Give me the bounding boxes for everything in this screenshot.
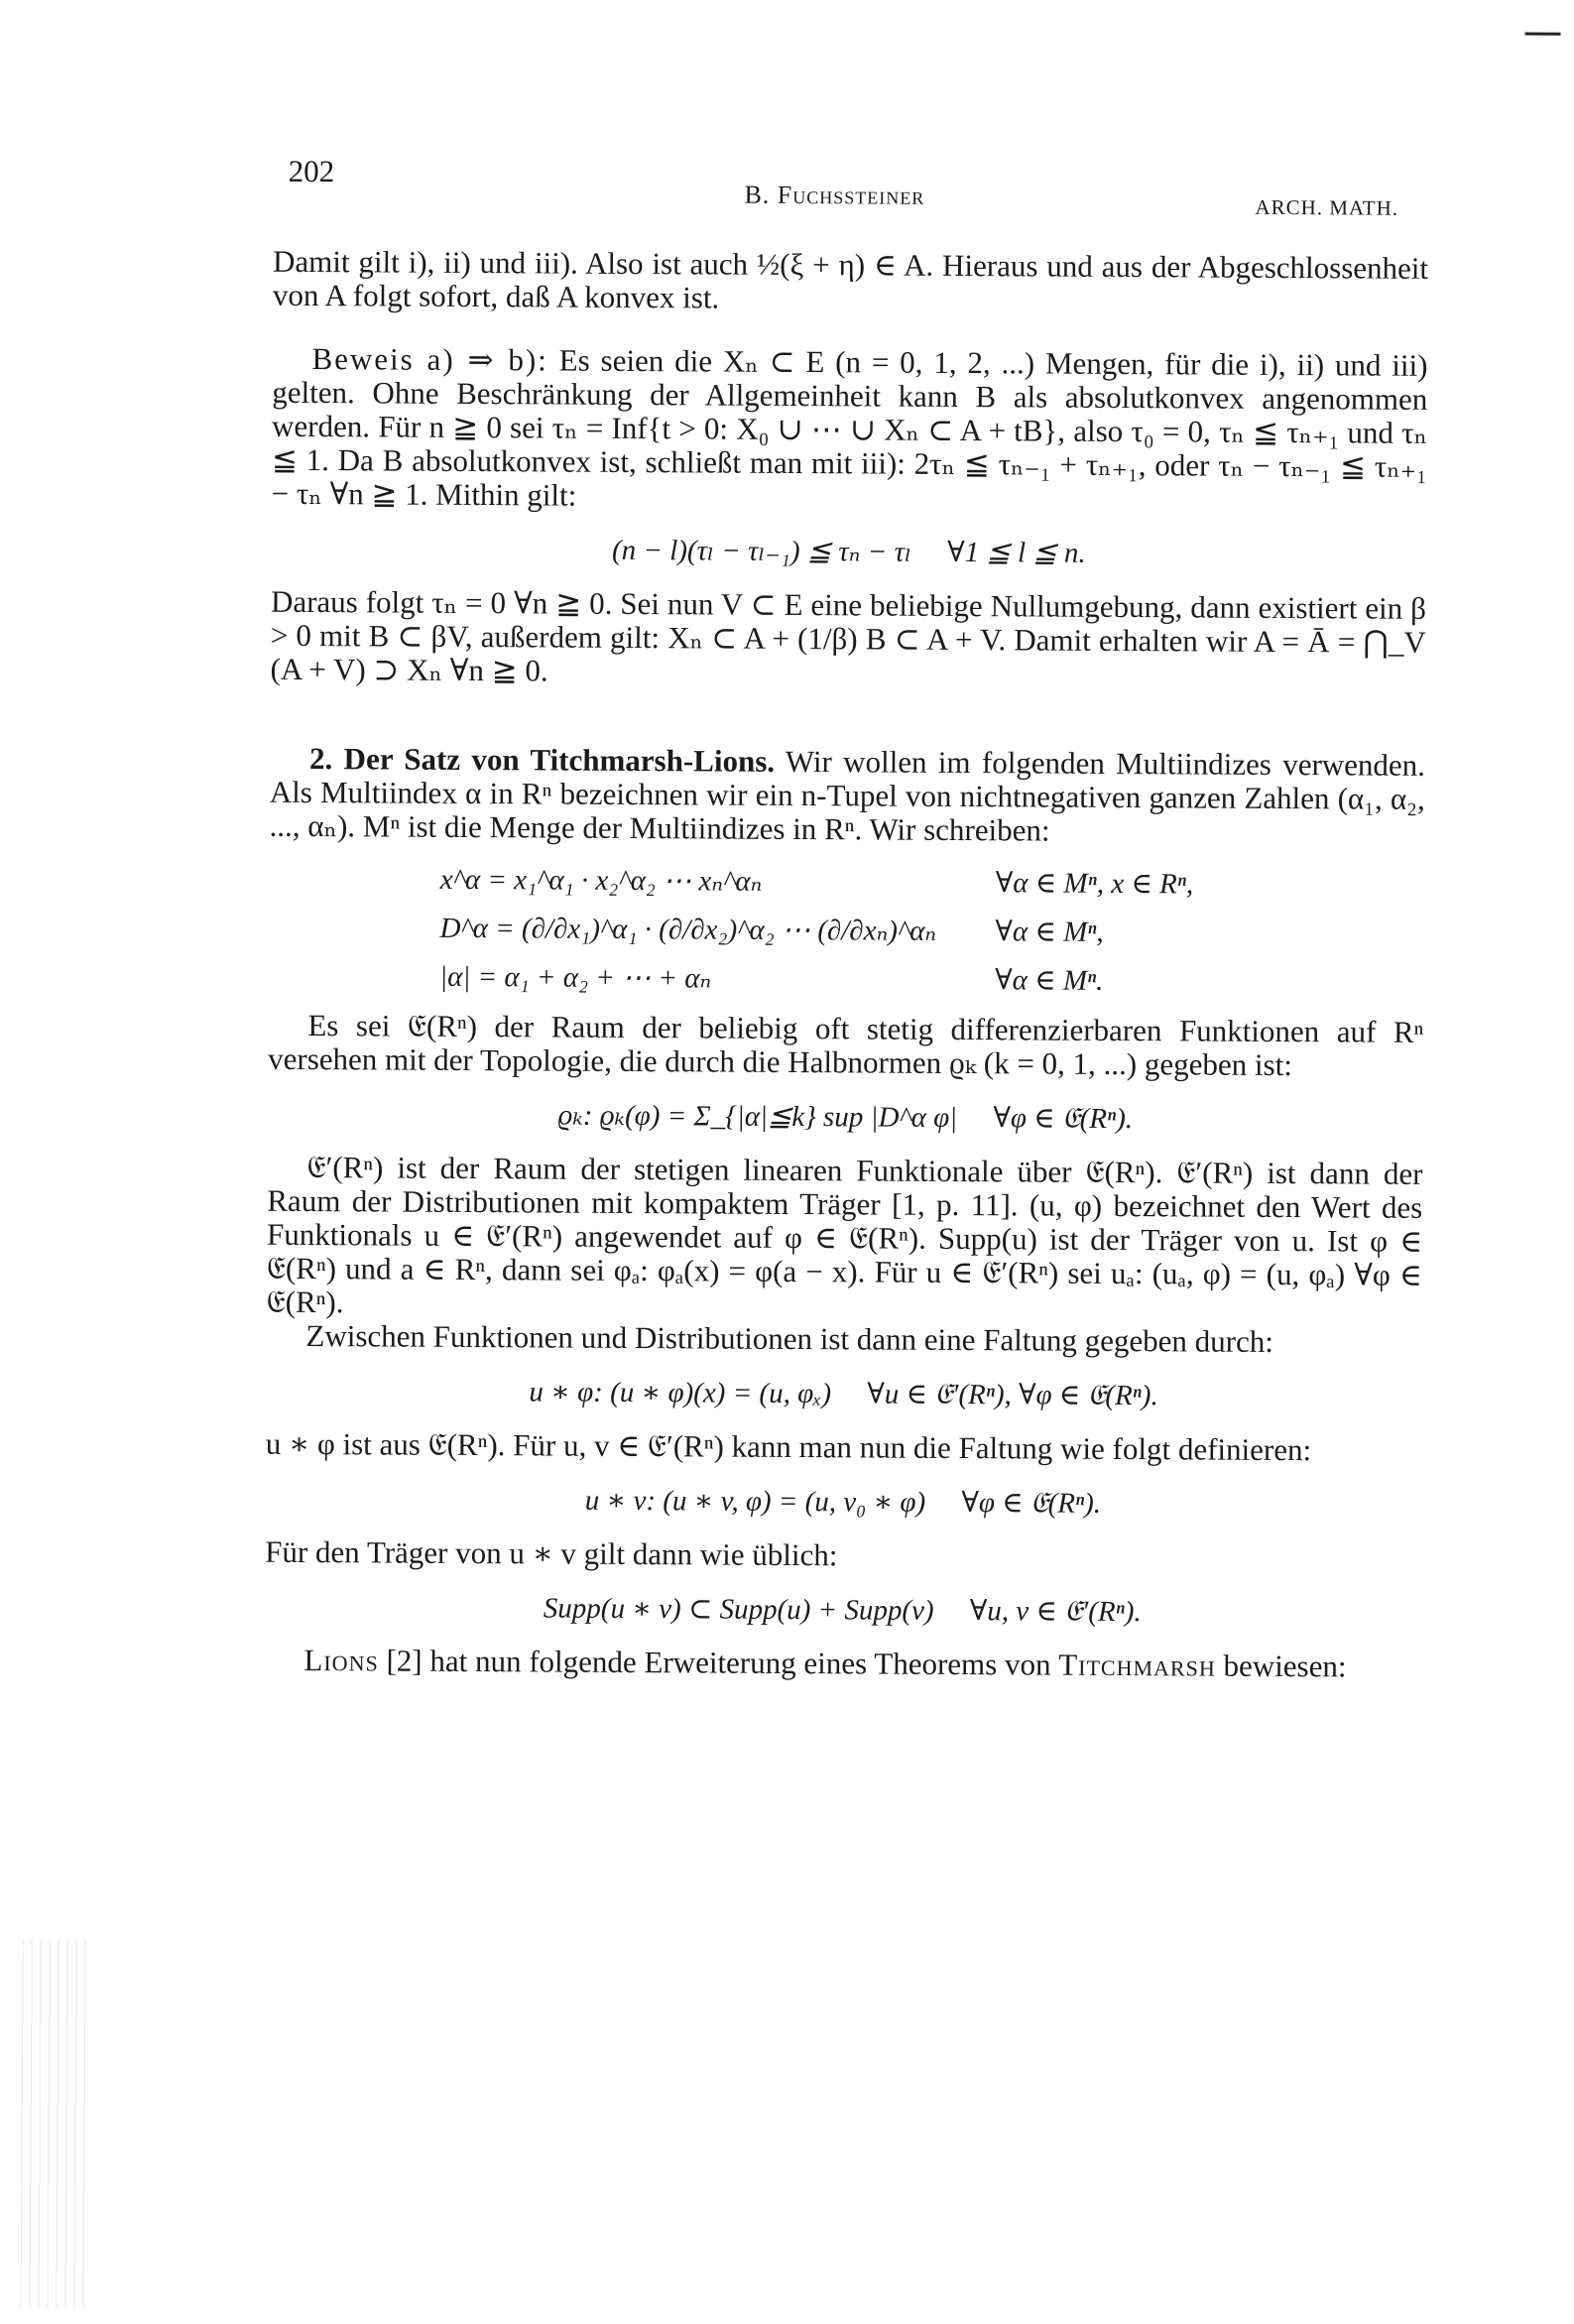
def-rhs: ∀α ∈ Mⁿ, x ∈ Rⁿ, — [995, 867, 1194, 901]
journal-name: ARCH. MATH. — [1255, 194, 1399, 220]
def-rhs: ∀α ∈ Mⁿ. — [995, 964, 1104, 997]
proof-label: Beweis a) ⇒ b): — [311, 341, 548, 378]
formula-seminorms: ϱₖ: ϱₖ(φ) = Σ_{|α|≦k} sup |D^α φ| ∀φ ∈ 𝔈(Rⁿ). — [557, 1099, 1134, 1136]
multiindex-definitions — [269, 861, 1425, 1000]
formula-inequality: (n − l)(τₗ − τₗ₋₁) ≦ τₙ − τₗ ∀1 ≦ l ≦ n. — [611, 534, 1086, 569]
def-lhs: x^α = x₁^α₁ · x₂^α₂ ⋯ xₙ^αₙ — [439, 863, 763, 898]
paragraph-10-text: [2] hat nun folgende Erweiterung eines Theorems von — [386, 1643, 1051, 1682]
paragraph-1: Damit gilt i), ii) und iii). Also ist auch ½(ξ + η) ∈ A. Hieraus und aus der Abgeschlossenheit von A folgt sofort, daß A konvex ist. — [272, 243, 1429, 315]
cited-author-lions: Lions — [303, 1642, 379, 1678]
paragraph-proof — [272, 342, 1428, 518]
paragraph-10-end: bewiesen: — [1223, 1648, 1347, 1684]
def-lhs: D^α = (∂/∂x₁)^α₁ · (∂/∂x₂)^α₂ ⋯ (∂/∂xₙ)^αₙ — [439, 912, 937, 947]
paragraph-section-2 — [270, 742, 1426, 850]
scan-edge-mark — [1525, 32, 1561, 35]
section-intro: Wir wollen im folgenden Multiindizes verwenden. Als Multiindex α in Rⁿ bezeichnen wir ein n-Tupel von nichtnegativen ganzen Zahlen (α₁, α₂, ..., αₙ). Mⁿ ist die Menge der Multiindizes in Rⁿ. Wir schreiben: — [269, 743, 1426, 848]
paragraph-6: 𝔈′(Rⁿ) ist der Raum der stetigen linearen Funktionale über 𝔈(Rⁿ). 𝔈′(Rⁿ) ist dann der Raum der Distributionen mit kompaktem Träger [1, p. 11]. (u, φ) bezeichnet den Wert des Funktionals u ∈ 𝔈′(Rⁿ) angewendet auf φ ∈ 𝔈(Rⁿ). Supp(u) ist der Träger von u. Ist φ ∈ 𝔈(Rⁿ) und a ∈ Rⁿ, dann sei φₐ: φₐ(x) = φ(a − x). Für u ∈ 𝔈′(Rⁿ) sei uₐ: (uₐ, φ) = (u, φₐ) ∀φ ∈ 𝔈(Rⁿ). — [266, 1150, 1423, 1320]
paragraph-8: u ∗ φ ist aus 𝔈(Rⁿ). Für u, v ∈ 𝔈′(Rⁿ) kann man nun die Faltung wie folgt definieren: — [265, 1425, 1312, 1468]
cited-author-titchmarsh: Titchmarsh — [1058, 1647, 1216, 1683]
page-number: 202 — [288, 153, 335, 189]
def-lhs: |α| = α₁ + α₂ + ⋯ + αₙ — [439, 960, 712, 995]
section-title: 2. Der Satz von Titchmarsh-Lions. — [308, 741, 776, 779]
page-body — [264, 245, 1428, 1684]
formula-convolution-distribution: u ∗ v: (u ∗ v, φ) = (u, v₀ ∗ φ) ∀φ ∈ 𝔈(Rⁿ). — [584, 1484, 1102, 1520]
def-rhs: ∀α ∈ Mⁿ, — [995, 916, 1104, 948]
proof-text: Es seien die Xₙ ⊂ E (n = 0, 1, 2, ...) Mengen, für die i), ii) und iii) gelten. Ohne Beschränkung der Allgemeinheit kann B als absolutkonvex angenommen werden. Für n ≧ 0 sei τₙ = Inf{t > 0: X₀ ∪ ⋯ ∪ Xₙ ⊂ A + tB}, also τ₀ = 0, τₙ ≦ τₙ₊₁ und τₙ ≦ 1. Da B absolutkonvex ist, schließt man mit iii): 2τₙ ≦ τₙ₋₁ + τₙ₊₁, oder τₙ − τₙ₋₁ ≦ τₙ₊₁ − τₙ ∀n ≧ 1. Mithin gilt: — [271, 342, 1428, 513]
formula-support: Supp(u ∗ v) ⊂ Supp(u) + Supp(v) ∀u, v ∈ 𝔈′(Rⁿ). — [543, 1592, 1142, 1629]
paragraph-9: Für den Träger von u ∗ v gilt dann wie üblich: — [265, 1533, 838, 1573]
formula-convolution-function: u ∗ φ: (u ∗ φ)(x) = (u, φₓ) ∀u ∈ 𝔈′(Rⁿ), ∀φ ∈ 𝔈(Rⁿ). — [529, 1376, 1158, 1412]
paragraph-5: Es sei 𝔈(Rⁿ) der Raum der beliebig oft stetig differenzierbaren Funktionen auf Rⁿ versehen mit der Topologie, die durch die Halbnormen ϱₖ (k = 0, 1, ...) gegeben ist: — [268, 1008, 1424, 1083]
running-header — [5, 152, 1574, 221]
scan-margin-noise — [21, 1939, 92, 2306]
paragraph-10 — [264, 1644, 1419, 1684]
paragraph-7: Zwischen Funktionen und Distributionen ist dann eine Faltung gegeben durch: — [305, 1318, 1274, 1359]
paragraph-3: Daraus folgt τₙ = 0 ∀n ≧ 0. Sei nun V ⊂ E eine beliebige Nullumgebung, dann existiert ein β > 0 mit B ⊂ βV, außerdem gilt: Xₙ ⊂ A + (1/β) B ⊂ A + V. Damit erhalten wir A = Ā = ⋂_V (A + V) ⊃ Xₙ ∀n ≧ 0. — [270, 583, 1427, 688]
running-author: B. Fuchssteiner — [744, 180, 925, 210]
